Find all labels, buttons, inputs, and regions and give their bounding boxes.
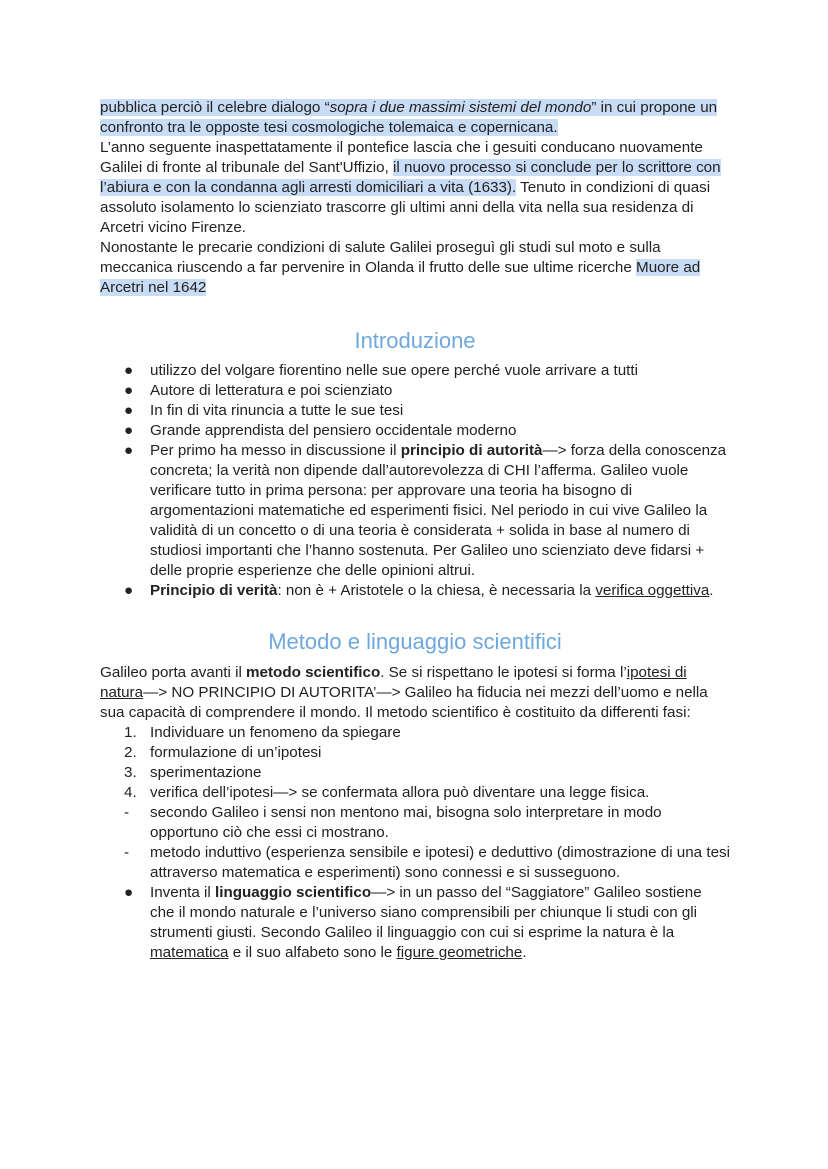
list-item: - metodo induttivo (esperienza sensibile e ipotesi) e deduttivo (dimostrazione di una tesi attraverso matematica e esperimenti) sono connessi e si susseguono.: [124, 844, 730, 881]
list-item: ● In fin di vita rinuncia a tutte le sue tesi: [124, 402, 404, 419]
metodo-steps-list: [100, 723, 730, 963]
document-page: [100, 98, 730, 963]
list-item: ● Inventa il linguaggio scientifico—> in un passo del “Saggiatore” Galileo sostiene che il mondo naturale e l’universo siano comprensibili per chiunque li studi con gli strumenti giusti. Secondo Galileo il linguaggio con cui si esprime la natura è la matematica e il suo alfabeto sono le figure geometriche.: [124, 884, 702, 961]
list-item: ● Per primo ha messo in discussione il principio di autorità—> forza della conoscenza concreta; la verità non dipende dall’autorevolezza di CHI l’afferma. Galileo vuole verificare tutto in prima persona: per approvare una teoria ha bisogno di argomentazioni matematiche ed esperimenti fisici. Nel periodo in cui vive Galileo la validità di un concetto o di una teoria è considerata + solida in base al numero di studiosi importanti che l’hanno sostenuta. Per Galileo uno scienziato deve fidarsi + delle proprie esperienze che delle opinioni altrui.: [124, 442, 727, 579]
bullet-icon: ●: [124, 422, 134, 439]
highlight: Muore ad Arcetri nel 1642: [100, 259, 701, 296]
heading-metodo: Metodo e linguaggio scientifici: [268, 629, 562, 654]
list-item: 1. Individuare un fenomeno da spiegare: [124, 724, 401, 741]
bullet-icon: ●: [124, 402, 134, 419]
heading-introduzione: Introduzione: [354, 328, 476, 353]
list-item: ● Grande apprendista del pensiero occidentale moderno: [124, 422, 517, 439]
list-item: 4. verifica dell’ipotesi—> se confermata allora può diventare una legge fisica.: [124, 784, 650, 801]
highlight: il nuovo processo si conclude per lo scrittore con l’abiura e con la condanna agli arresti domiciliari a vita (1633).: [100, 159, 721, 196]
list-item: ● utilizzo del volgare fiorentino nelle sue opere perché vuole arrivare a tutti: [124, 362, 638, 379]
bullet-icon: ●: [124, 442, 134, 459]
bullet-icon: ●: [124, 362, 134, 379]
list-item: 3. sperimentazione: [124, 764, 262, 781]
metodo-paragraph: Galileo porta avanti il metodo scientifico. Se si rispettano le ipotesi si forma l’ipotesi di natura—> NO PRINCIPIO DI AUTORITA’—> Galileo ha fiducia nei mezzi dell’uomo e nella sua capacità di comprendere il mondo. Il metodo scientifico è costituito da differenti fasi:: [100, 664, 708, 721]
bullet-icon: ●: [124, 582, 134, 599]
list-item: 2. formulazione di un’ipotesi: [124, 744, 322, 761]
bullet-icon: ●: [124, 884, 134, 901]
intro-bullet-list: [100, 361, 730, 601]
biography-paragraph: pubblica perciò il celebre dialogo “sopra i due massimi sistemi del mondo” in cui propone un confronto tra le opposte tesi cosmologiche tolemaica e copernicana. L’anno seguente inaspettatamente il pontefice lascia che i gesuiti conducano nuovamente Galilei di fronte al tribunale del Sant'Uffizio, il nuovo processo si conclude per lo scrittore con l’abiura e con la condanna agli arresti domiciliari a vita (1633). Tenuto in condizioni di quasi assoluto isolamento lo scienziato trascorre gli ultimi anni della vita nella sua residenza di Arcetri vicino Firenze. Nonostante le precarie condizioni di salute Galilei proseguì gli studi sul moto e sulla meccanica riuscendo a far pervenire in Olanda il frutto delle sue ultime ricerche Muore ad Arcetri nel 1642: [100, 99, 721, 296]
list-item: ● Autore di letteratura e poi scienziato: [124, 382, 393, 399]
highlight: pubblica perciò il celebre dialogo “sopra i due massimi sistemi del mondo” in cui propone un confronto tra le opposte tesi cosmologiche tolemaica e copernicana.: [100, 99, 718, 136]
dash-icon: -: [124, 804, 130, 821]
list-item: ● Principio di verità: non è + Aristotele o la chiesa, è necessaria la verifica oggettiva.: [124, 582, 714, 599]
dash-icon: -: [124, 844, 130, 861]
list-item: - secondo Galileo i sensi non mentono mai, bisogna solo interpretare in modo opportuno ciò che essi ci mostrano.: [124, 804, 662, 841]
bullet-icon: ●: [124, 382, 134, 399]
